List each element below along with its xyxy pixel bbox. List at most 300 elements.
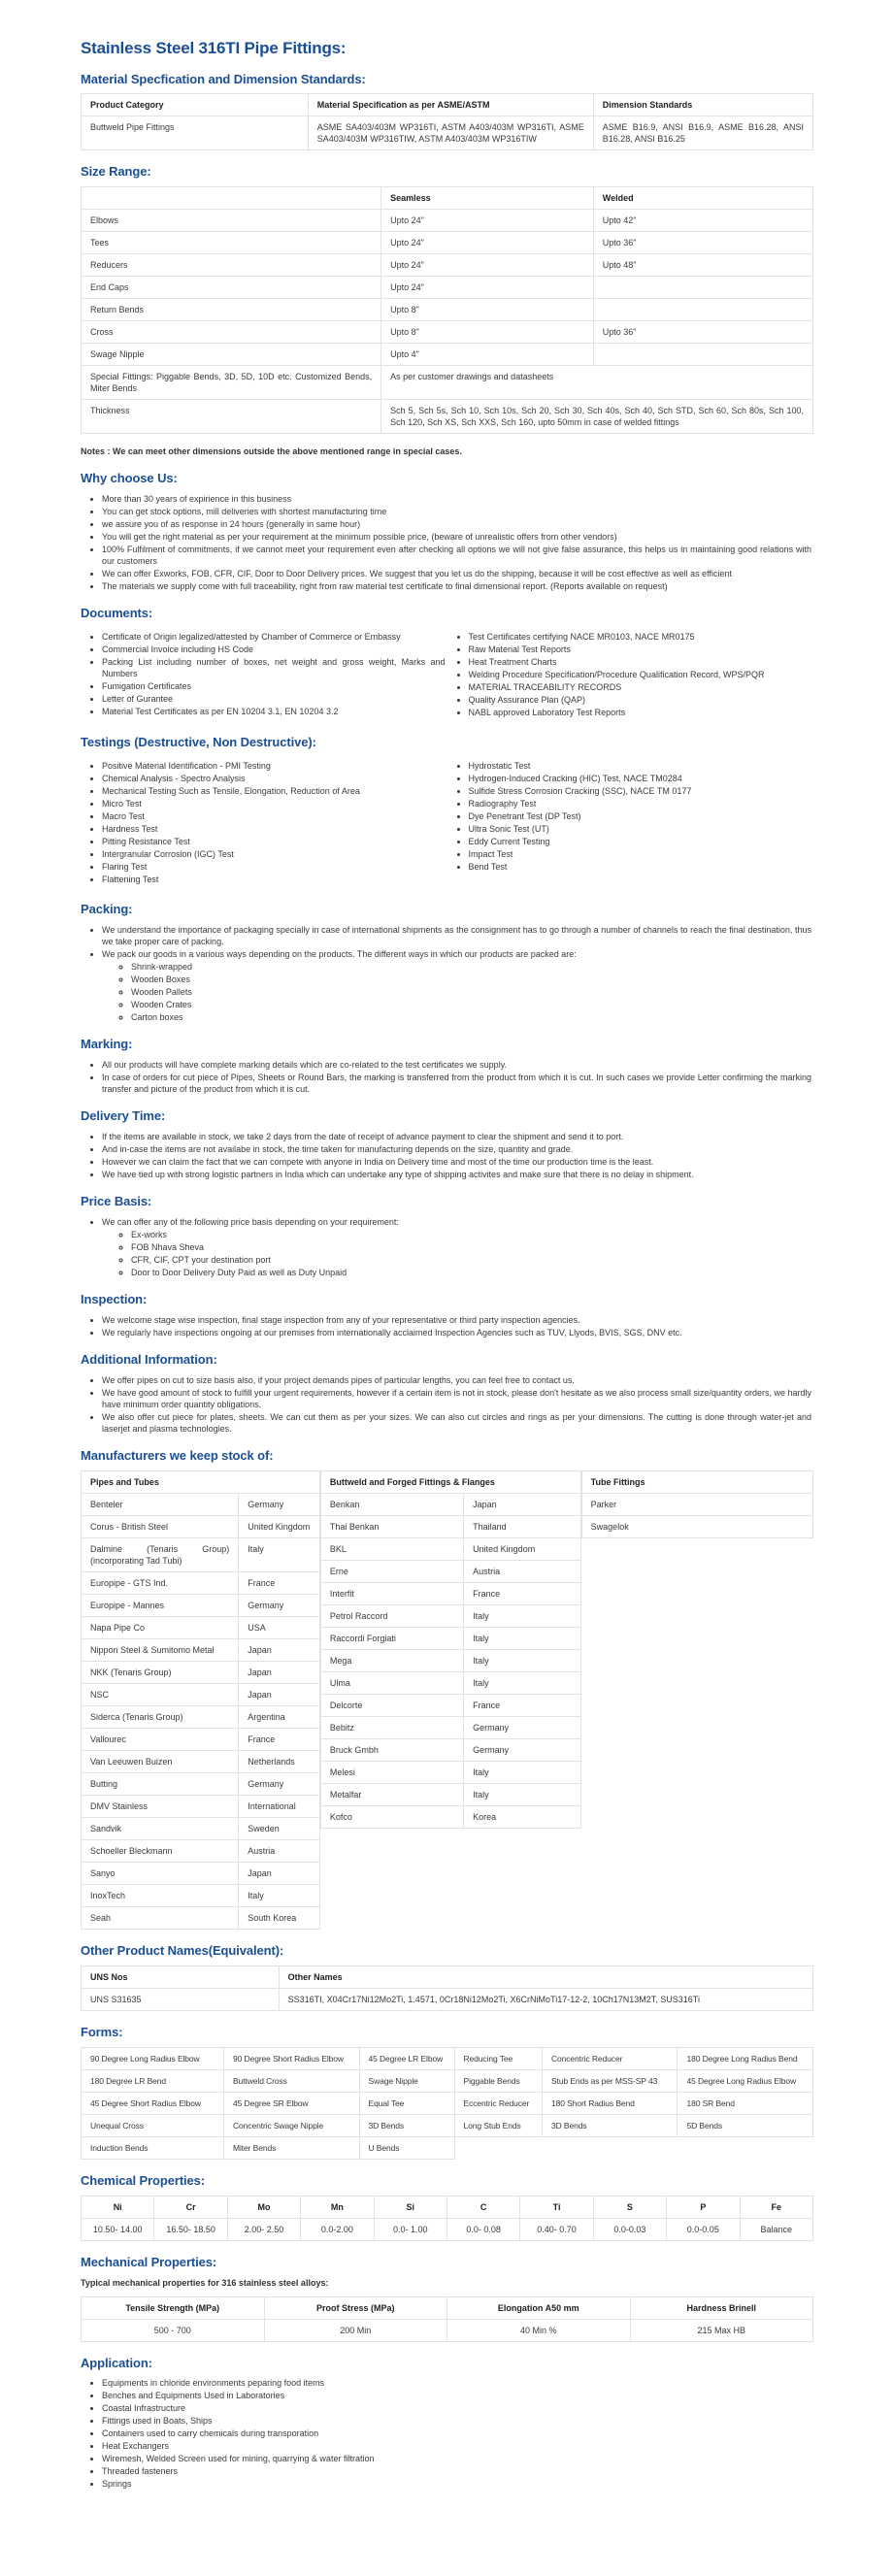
column-header: Elongation A50 mm xyxy=(447,2296,631,2319)
table-cell: 45 Degree Short Radius Elbow xyxy=(82,2092,224,2114)
table-cell: United Kingdom xyxy=(464,1537,581,1560)
list-item: ◦ FOB Nhava Sheva xyxy=(131,1241,811,1253)
table-row xyxy=(82,1839,320,1862)
list-item: ◦ CFR, CIF, CPT your destination port xyxy=(131,1254,811,1266)
table-row xyxy=(82,2092,813,2114)
list-item: • We have good amount of stock to fulfill your urgent requirements, however if a certain item is not in stock, please don't hesitate as we also process small size/quantity orders, we hardly have minimum order quantity obligations. xyxy=(102,1387,813,1410)
table-row xyxy=(82,2319,813,2341)
table-row xyxy=(82,299,813,321)
table-row xyxy=(82,2218,813,2240)
list-item: • Commercial Invoice including HS Code xyxy=(102,644,447,655)
list-item: • Fumigation Certificates xyxy=(102,680,447,692)
table-cell: DMV Stainless xyxy=(82,1795,239,1817)
list-item: • Benches and Equipments Used in Laboratories xyxy=(102,2390,813,2401)
list-item: • Flaring Test xyxy=(102,861,447,873)
table-cell: Corus - British Steel xyxy=(82,1515,239,1537)
table-cell: 40 Min % xyxy=(447,2319,631,2341)
list-item: • Dye Penetrant Test (DP Test) xyxy=(469,810,814,822)
table-row xyxy=(82,366,813,400)
table-row xyxy=(82,210,813,232)
documents-list-left xyxy=(81,630,447,719)
table-cell: Nippon Steel & Sumitomo Metal xyxy=(82,1638,239,1661)
table-cell xyxy=(593,299,812,321)
list-item: • Equipments in chloride environments peparing food items xyxy=(102,2377,813,2389)
list-item: • Material Test Certificates as per EN 10204 3.1, EN 10204 3.2 xyxy=(102,706,447,717)
table-cell: Schoeller Bleckmann xyxy=(82,1839,239,1862)
table-cell: Benkan xyxy=(320,1493,463,1515)
table-cell: Buttweld Cross xyxy=(224,2069,359,2092)
table-cell: Upto 36" xyxy=(593,321,812,344)
table-cell: Upto 42" xyxy=(593,210,812,232)
section-heading-delivery-time: Delivery Time: xyxy=(81,1108,166,1124)
table-cell: 45 Degree LR Elbow xyxy=(359,2047,454,2069)
table-row xyxy=(82,321,813,344)
table-cell: Korea xyxy=(464,1805,581,1828)
table-cell: 3D Bends xyxy=(542,2114,677,2136)
table-cell: Seah xyxy=(82,1906,239,1929)
section-heading-packing: Packing: xyxy=(81,902,133,917)
table-header-row xyxy=(82,187,813,210)
column-header: Mo xyxy=(227,2196,300,2218)
list-item: • MATERIAL TRACEABILITY RECORDS xyxy=(469,681,814,693)
column-header: Hardness Brinell xyxy=(630,2296,813,2319)
list-item: • Radiography Test xyxy=(469,798,814,809)
page-title: Stainless Steel 316TI Pipe Fittings: xyxy=(81,39,347,57)
section-heading-chemical: Chemical Properties: xyxy=(81,2172,206,2188)
table-cell: SS316TI, X04Cr17Ni12Mo2Ti, 1.4571, 0Cr18Ni12Mo2Ti, X6CrNiMoTi17-12-2, 10Ch17N13M2T, SUS316Ti xyxy=(279,1988,812,2010)
table-cell: Germany xyxy=(239,1772,320,1795)
list-item: • Mechanical Testing Such as Tensile, Elongation, Reduction of Area xyxy=(102,785,447,797)
table-cell: UNS S31635 xyxy=(82,1988,280,2010)
table-cell: Benteler xyxy=(82,1493,239,1515)
list-item: • All our products will have complete marking details which are co-related to the test certificates we supply. xyxy=(102,1059,813,1071)
table-row xyxy=(82,1728,320,1750)
notes-text: Notes : We can meet other dimensions outside the above mentioned range in special cases. xyxy=(81,446,462,457)
list-item: • Springs xyxy=(102,2478,813,2490)
column-header: Fe xyxy=(740,2196,812,2218)
table-cell: Italy xyxy=(464,1761,581,1783)
table-cell: Balance xyxy=(740,2218,812,2240)
table-cell: Napa Pipe Co xyxy=(82,1616,239,1638)
section-heading-price-basis: Price Basis: xyxy=(81,1194,152,1209)
marking-list xyxy=(81,1059,813,1095)
table-row xyxy=(320,1649,580,1671)
table-cell: Upto 8" xyxy=(381,299,594,321)
price-basis-options-list xyxy=(102,1229,811,1278)
list-item: • we assure you of as response in 24 hours (generally in same hour) xyxy=(102,518,813,530)
table-cell: Upto 8" xyxy=(381,321,594,344)
forms-table xyxy=(81,2047,813,2160)
table-cell: Germany xyxy=(239,1594,320,1616)
table-header-row xyxy=(82,94,813,116)
table-cell: Siderca (Tenaris Group) xyxy=(82,1705,239,1728)
table-cell: 215 Max HB xyxy=(630,2319,813,2341)
list-item: • Test Certificates certifying NACE MR0103, NACE MR0175 xyxy=(469,631,814,643)
list-item: • Threaded fasteners xyxy=(102,2465,813,2477)
table-cell: Petrol Raccord xyxy=(320,1604,463,1627)
list-item: • Eddy Current Testing xyxy=(469,836,814,847)
table-cell: End Caps xyxy=(82,277,381,299)
list-item: • Hardness Test xyxy=(102,823,447,835)
list-item: • Positive Material Identification - PMI Testing xyxy=(102,760,447,772)
table-cell: As per customer drawings and datasheets xyxy=(381,366,813,400)
list-item: • However we can claim the fact that we can compete with anyone in India on Delivery time and most of the time our production time is the least. xyxy=(102,1156,813,1168)
table-row xyxy=(82,1750,320,1772)
table-cell: 90 Degree Short Radius Elbow xyxy=(224,2047,359,2069)
table-cell: 0.40- 0.70 xyxy=(520,2218,593,2240)
table-cell: Cross xyxy=(82,321,381,344)
table-row xyxy=(320,1694,580,1716)
list-item-text: We pack our goods in a various ways depending on the products. The different ways in which our products are packed are: xyxy=(102,949,577,960)
table-cell: Sandvik xyxy=(82,1817,239,1839)
list-item: • If the items are available in stock, we take 2 days from the date of receipt of advance payment to clear the shipment and send it to port. xyxy=(102,1131,813,1142)
table-row xyxy=(320,1582,580,1604)
column-header: UNS Nos xyxy=(82,1965,280,1988)
list-item: • Hydrostatic Test xyxy=(469,760,814,772)
application-list xyxy=(81,2377,813,2490)
table-cell: Germany xyxy=(464,1738,581,1761)
table-row xyxy=(82,254,813,277)
list-item: • Micro Test xyxy=(102,798,447,809)
column-header: P xyxy=(667,2196,740,2218)
list-item: • NABL approved Laboratory Test Reports xyxy=(469,707,814,718)
list-item: ◦ Wooden Crates xyxy=(131,999,811,1010)
table-row xyxy=(320,1515,580,1537)
table-row xyxy=(82,2047,813,2069)
list-item xyxy=(102,1216,813,1278)
table-cell: Italy xyxy=(464,1783,581,1805)
list-item: • You can get stock options, mill deliveries with shortest manufacturing time xyxy=(102,506,813,517)
table-cell: 0.0- 1.00 xyxy=(374,2218,446,2240)
column-header: Cr xyxy=(154,2196,227,2218)
table-cell: BKL xyxy=(320,1537,463,1560)
table-cell: Tees xyxy=(82,232,381,254)
table-row xyxy=(82,1817,320,1839)
table-row xyxy=(82,1493,320,1515)
table-row xyxy=(82,1537,320,1571)
table-row xyxy=(581,1515,812,1537)
table-cell: Swagelok xyxy=(581,1515,812,1537)
list-item: • Bend Test xyxy=(469,861,814,873)
section-heading-application: Application: xyxy=(81,2355,152,2370)
table-cell: Dalmine (Tenaris Group) (incorporating Tad Tubi) xyxy=(82,1537,239,1571)
table-cell: 180 SR Bend xyxy=(678,2092,813,2114)
table-cell: 0.0-0.05 xyxy=(667,2218,740,2240)
table-cell: Stub Ends as per MSS-SP 43 xyxy=(542,2069,677,2092)
table-row xyxy=(320,1671,580,1694)
table-cell: Induction Bends xyxy=(82,2136,224,2159)
tube-fittings-table xyxy=(581,1470,813,1538)
table-cell: Elbows xyxy=(82,210,381,232)
list-item-text: We can offer any of the following price basis depending on your requirement: xyxy=(102,1216,399,1227)
list-item: ◦ Wooden Pallets xyxy=(131,986,811,998)
table-cell: Europipe - Mannes xyxy=(82,1594,239,1616)
section-heading-mechanical: Mechanical Properties: xyxy=(81,2254,217,2269)
list-item: • Sulfide Stress Corrosion Cracking (SSC), NACE TM 0177 xyxy=(469,785,814,797)
table-row xyxy=(82,400,813,434)
table-cell: Japan xyxy=(239,1638,320,1661)
chemical-properties-table xyxy=(81,2196,813,2241)
table-row xyxy=(320,1537,580,1560)
list-item: ◦ Ex-works xyxy=(131,1229,811,1240)
section-heading-marking: Marking: xyxy=(81,1037,133,1052)
testings-list-left xyxy=(81,759,447,886)
table-cell: Concentric Swage Nipple xyxy=(224,2114,359,2136)
table-row xyxy=(320,1738,580,1761)
list-item: • Heat Exchangers xyxy=(102,2440,813,2452)
table-cell: Unequal Cross xyxy=(82,2114,224,2136)
table-cell: 90 Degree Long Radius Elbow xyxy=(82,2047,224,2069)
column-header xyxy=(82,187,381,210)
list-item xyxy=(102,948,813,1023)
table-row xyxy=(82,1683,320,1705)
table-cell: Germany xyxy=(464,1716,581,1738)
table-cell: 200 Min xyxy=(264,2319,447,2341)
table-cell: 2.00- 2.50 xyxy=(227,2218,300,2240)
section-heading-inspection: Inspection: xyxy=(81,1291,148,1306)
table-cell: Delcorte xyxy=(320,1694,463,1716)
list-item: ◦ Shrink-wrapped xyxy=(131,961,811,973)
table-cell: Upto 36" xyxy=(593,232,812,254)
table-cell: Italy xyxy=(239,1537,320,1571)
table-row xyxy=(82,2136,813,2159)
table-cell: Upto 4" xyxy=(381,344,594,366)
table-cell: NSC xyxy=(82,1683,239,1705)
table-row xyxy=(82,2114,813,2136)
table-cell: Italy xyxy=(464,1604,581,1627)
list-item: • Intergranular Corrosion (IGC) Test xyxy=(102,848,447,860)
table-row xyxy=(82,1705,320,1728)
column-header: Welded xyxy=(593,187,812,210)
list-item: • Heat Treatment Charts xyxy=(469,656,814,668)
list-item xyxy=(102,924,813,947)
material-spec-table xyxy=(81,93,813,150)
table-row xyxy=(581,1493,812,1515)
packing-methods-list xyxy=(102,961,811,1023)
list-item: • Quality Assurance Plan (QAP) xyxy=(469,694,814,706)
column-header: Ti xyxy=(520,2196,593,2218)
table-cell: 180 Short Radius Bend xyxy=(542,2092,677,2114)
table-cell: Butting xyxy=(82,1772,239,1795)
manufacturers-tables xyxy=(81,1470,813,1930)
list-item: • We welcome stage wise inspection, final stage inspection from any of your representative or third party inspection agencies. xyxy=(102,1314,813,1326)
list-item-text: We understand the importance of packaging specially in case of international shipments as the consignment has to go through a number of channels to reach the final destination, thus we take proper care of packing. xyxy=(102,925,811,947)
delivery-time-list xyxy=(81,1131,813,1180)
column-header: Ni xyxy=(82,2196,154,2218)
table-cell: Argentina xyxy=(239,1705,320,1728)
list-item: • We have tied up with strong logistic partners in India which can undertake any type of shipping activites and make sure that there is no delay in shipment. xyxy=(102,1169,813,1180)
table-row xyxy=(82,1616,320,1638)
list-item: • Raw Material Test Reports xyxy=(469,644,814,655)
table-cell: International xyxy=(239,1795,320,1817)
table-cell: 45 Degree Long Radius Elbow xyxy=(678,2069,813,2092)
section-heading-material-spec: Material Specfication and Dimension Standards: xyxy=(81,71,366,86)
table-cell: Germany xyxy=(239,1493,320,1515)
table-cell: Ulma xyxy=(320,1671,463,1694)
section-heading-testings: Testings (Destructive, Non Destructive): xyxy=(81,735,316,750)
list-item: • Fittings used in Boats, Ships xyxy=(102,2415,813,2427)
testings-columns xyxy=(81,757,813,888)
table-cell: Austria xyxy=(464,1560,581,1582)
table-title: Buttweld and Forged Fittings & Flanges xyxy=(320,1470,580,1493)
pipes-and-tubes-table xyxy=(81,1470,320,1930)
table-cell: Japan xyxy=(239,1661,320,1683)
list-item: ◦ Door to Door Delivery Duty Paid as well as Duty Unpaid xyxy=(131,1267,811,1278)
list-item: • Containers used to carry chemicals during transporation xyxy=(102,2427,813,2439)
section-heading-manufacturers: Manufacturers we keep stock of: xyxy=(81,1447,274,1463)
table-cell: ASME B16.9, ANSI B16.9, ASME B16.28, ANSI B16.28, ANSI B16.25 xyxy=(593,116,812,150)
list-item: • Impact Test xyxy=(469,848,814,860)
table-row xyxy=(82,1862,320,1884)
table-cell: NKK (Tenaris Group) xyxy=(82,1661,239,1683)
table-row xyxy=(82,1772,320,1795)
why-choose-us-list xyxy=(81,493,813,592)
section-heading-size-range: Size Range: xyxy=(81,164,151,180)
inspection-list xyxy=(81,1314,813,1338)
table-cell: Italy xyxy=(464,1649,581,1671)
table-cell: Interfit xyxy=(320,1582,463,1604)
table-cell: Thickness xyxy=(82,400,381,434)
table-cell: 10.50- 14.00 xyxy=(82,2218,154,2240)
table-cell: Italy xyxy=(464,1671,581,1694)
table-row xyxy=(320,1805,580,1828)
column-header: Product Category xyxy=(82,94,309,116)
list-item: • Ultra Sonic Test (UT) xyxy=(469,823,814,835)
table-row xyxy=(82,1884,320,1906)
list-item: ◦ Carton boxes xyxy=(131,1011,811,1023)
documents-columns xyxy=(81,628,813,721)
table-header-row xyxy=(320,1470,580,1493)
list-item: • Letter of Gurantee xyxy=(102,693,447,705)
table-cell: Sanyo xyxy=(82,1862,239,1884)
table-cell: Upto 24" xyxy=(381,232,594,254)
table-cell: 0.0-2.00 xyxy=(301,2218,374,2240)
size-range-table xyxy=(81,186,813,434)
table-row xyxy=(320,1783,580,1805)
table-row xyxy=(320,1627,580,1649)
column-header: C xyxy=(446,2196,519,2218)
section-heading-forms: Forms: xyxy=(81,2024,123,2039)
other-names-table xyxy=(81,1965,813,2011)
table-cell: Sweden xyxy=(239,1817,320,1839)
table-header-row xyxy=(82,2196,813,2218)
list-item: • And in-case the items are not availabe in stock, the time taken for manufacturing depends on the size, quantity and grade. xyxy=(102,1143,813,1155)
table-row xyxy=(320,1716,580,1738)
table-cell: Japan xyxy=(239,1683,320,1705)
table-cell: Melesi xyxy=(320,1761,463,1783)
table-cell: South Korea xyxy=(239,1906,320,1929)
list-item: ◦ Wooden Boxes xyxy=(131,974,811,985)
table-row xyxy=(82,1594,320,1616)
table-cell: ASME SA403/403M WP316TI, ASTM A403/403M WP316TI, ASME SA403/403M WP316TIW, ASTM A403/403M WP316TIW xyxy=(308,116,593,150)
list-item: • In case of orders for cut piece of Pipes, Sheets or Round Bars, the marking is transferred from the product from which it is cut. In such cases we provide Letter confirming the marking transfer and picture of the product from which it is cut. xyxy=(102,1072,813,1095)
table-row xyxy=(320,1604,580,1627)
table-cell: Parker xyxy=(581,1493,812,1515)
table-title: Pipes and Tubes xyxy=(82,1470,320,1493)
mechanical-properties-table xyxy=(81,2296,813,2342)
table-cell: Miter Bends xyxy=(224,2136,359,2159)
table-cell: Austria xyxy=(239,1839,320,1862)
column-header: Si xyxy=(374,2196,446,2218)
list-item: • Macro Test xyxy=(102,810,447,822)
testings-list-right xyxy=(447,759,814,886)
table-cell: Swage Nipple xyxy=(82,344,381,366)
table-cell: Special Fittings: Piggable Bends, 3D, 5D, 10D etc. Customized Bends, Miter Bends xyxy=(82,366,381,400)
list-item: • More than 30 years of expirience in this business xyxy=(102,493,813,505)
table-cell: Italy xyxy=(239,1884,320,1906)
section-heading-additional-information: Additional Information: xyxy=(81,1351,217,1367)
table-cell xyxy=(593,344,812,366)
buttweld-forged-table xyxy=(320,1470,581,1829)
table-header-row xyxy=(82,1965,813,1988)
table-cell: Buttweld Pipe Fittings xyxy=(82,116,309,150)
table-cell: Swage Nipple xyxy=(359,2069,454,2092)
table-cell: Long Stub Ends xyxy=(454,2114,542,2136)
table-cell: Mega xyxy=(320,1649,463,1671)
list-item: • Pitting Resistance Test xyxy=(102,836,447,847)
table-cell: 3D Bends xyxy=(359,2114,454,2136)
table-cell: Metalfar xyxy=(320,1783,463,1805)
table-row xyxy=(320,1493,580,1515)
list-item: • Packing List including number of boxes, net weight and gross weight, Marks and Numbers xyxy=(102,656,447,679)
table-cell: 5D Bends xyxy=(678,2114,813,2136)
table-cell: U Bends xyxy=(359,2136,454,2159)
list-item: • Chemical Analysis - Spectro Analysis xyxy=(102,773,447,784)
list-item: • Welding Procedure Specification/Procedure Qualification Record, WPS/PQR xyxy=(469,669,814,680)
table-cell: Equal Tee xyxy=(359,2092,454,2114)
table-cell: Upto 24" xyxy=(381,277,594,299)
list-item: • We regularly have inspections ongoing at our premises from internationally acclaimed Inspection Agencies such as TUV, Llyods, BVIS, SGS, DNV etc. xyxy=(102,1327,813,1338)
table-row xyxy=(82,232,813,254)
table-cell: Vallourec xyxy=(82,1728,239,1750)
table-cell: Concentric Reducer xyxy=(542,2047,677,2069)
table-row xyxy=(82,2069,813,2092)
table-row xyxy=(82,344,813,366)
list-item: • Flattening Test xyxy=(102,874,447,885)
section-heading-documents: Documents: xyxy=(81,606,153,621)
table-row xyxy=(82,1988,813,2010)
table-cell: France xyxy=(239,1728,320,1750)
table-cell: Raccordi Forgiati xyxy=(320,1627,463,1649)
section-heading-other-names: Other Product Names(Equivalent): xyxy=(81,1942,284,1958)
table-cell: 16.50- 18.50 xyxy=(154,2218,227,2240)
table-row xyxy=(320,1560,580,1582)
table-cell: Upto 24" xyxy=(381,210,594,232)
table-cell: Sch 5, Sch 5s, Sch 10, Sch 10s, Sch 20, Sch 30, Sch 40s, Sch 40, Sch STD, Sch 60, Sch 80s, Sch 100, Sch 120, Sch XS, Sch XXS, Sch 160, upto 50mm in case of welded fittings xyxy=(381,400,813,434)
table-header-row xyxy=(82,1470,320,1493)
table-header-row xyxy=(581,1470,812,1493)
table-cell: 0.0-0.03 xyxy=(593,2218,666,2240)
table-row xyxy=(82,1571,320,1594)
column-header: Seamless xyxy=(381,187,594,210)
table-row xyxy=(82,277,813,299)
table-cell: 180 Degree Long Radius Bend xyxy=(678,2047,813,2069)
table-cell: Bebitz xyxy=(320,1716,463,1738)
table-cell: France xyxy=(464,1582,581,1604)
list-item: • Coastal Infrastructure xyxy=(102,2402,813,2414)
list-item: • Hydrogen-Induced Cracking (HIC) Test, NACE TM0284 xyxy=(469,773,814,784)
table-cell: Netherlands xyxy=(239,1750,320,1772)
table-title: Tube Fittings xyxy=(581,1470,812,1493)
packing-list xyxy=(81,924,813,1023)
table-row xyxy=(82,1661,320,1683)
table-cell: Bruck Gmbh xyxy=(320,1738,463,1761)
table-cell: 45 Degree SR Elbow xyxy=(224,2092,359,2114)
mechanical-note: Typical mechanical properties for 316 stainless steel alloys: xyxy=(81,2277,329,2288)
table-cell: Europipe - GTS Ind. xyxy=(82,1571,239,1594)
table-header-row xyxy=(82,2296,813,2319)
column-header: Material Specification as per ASME/ASTM xyxy=(308,94,593,116)
